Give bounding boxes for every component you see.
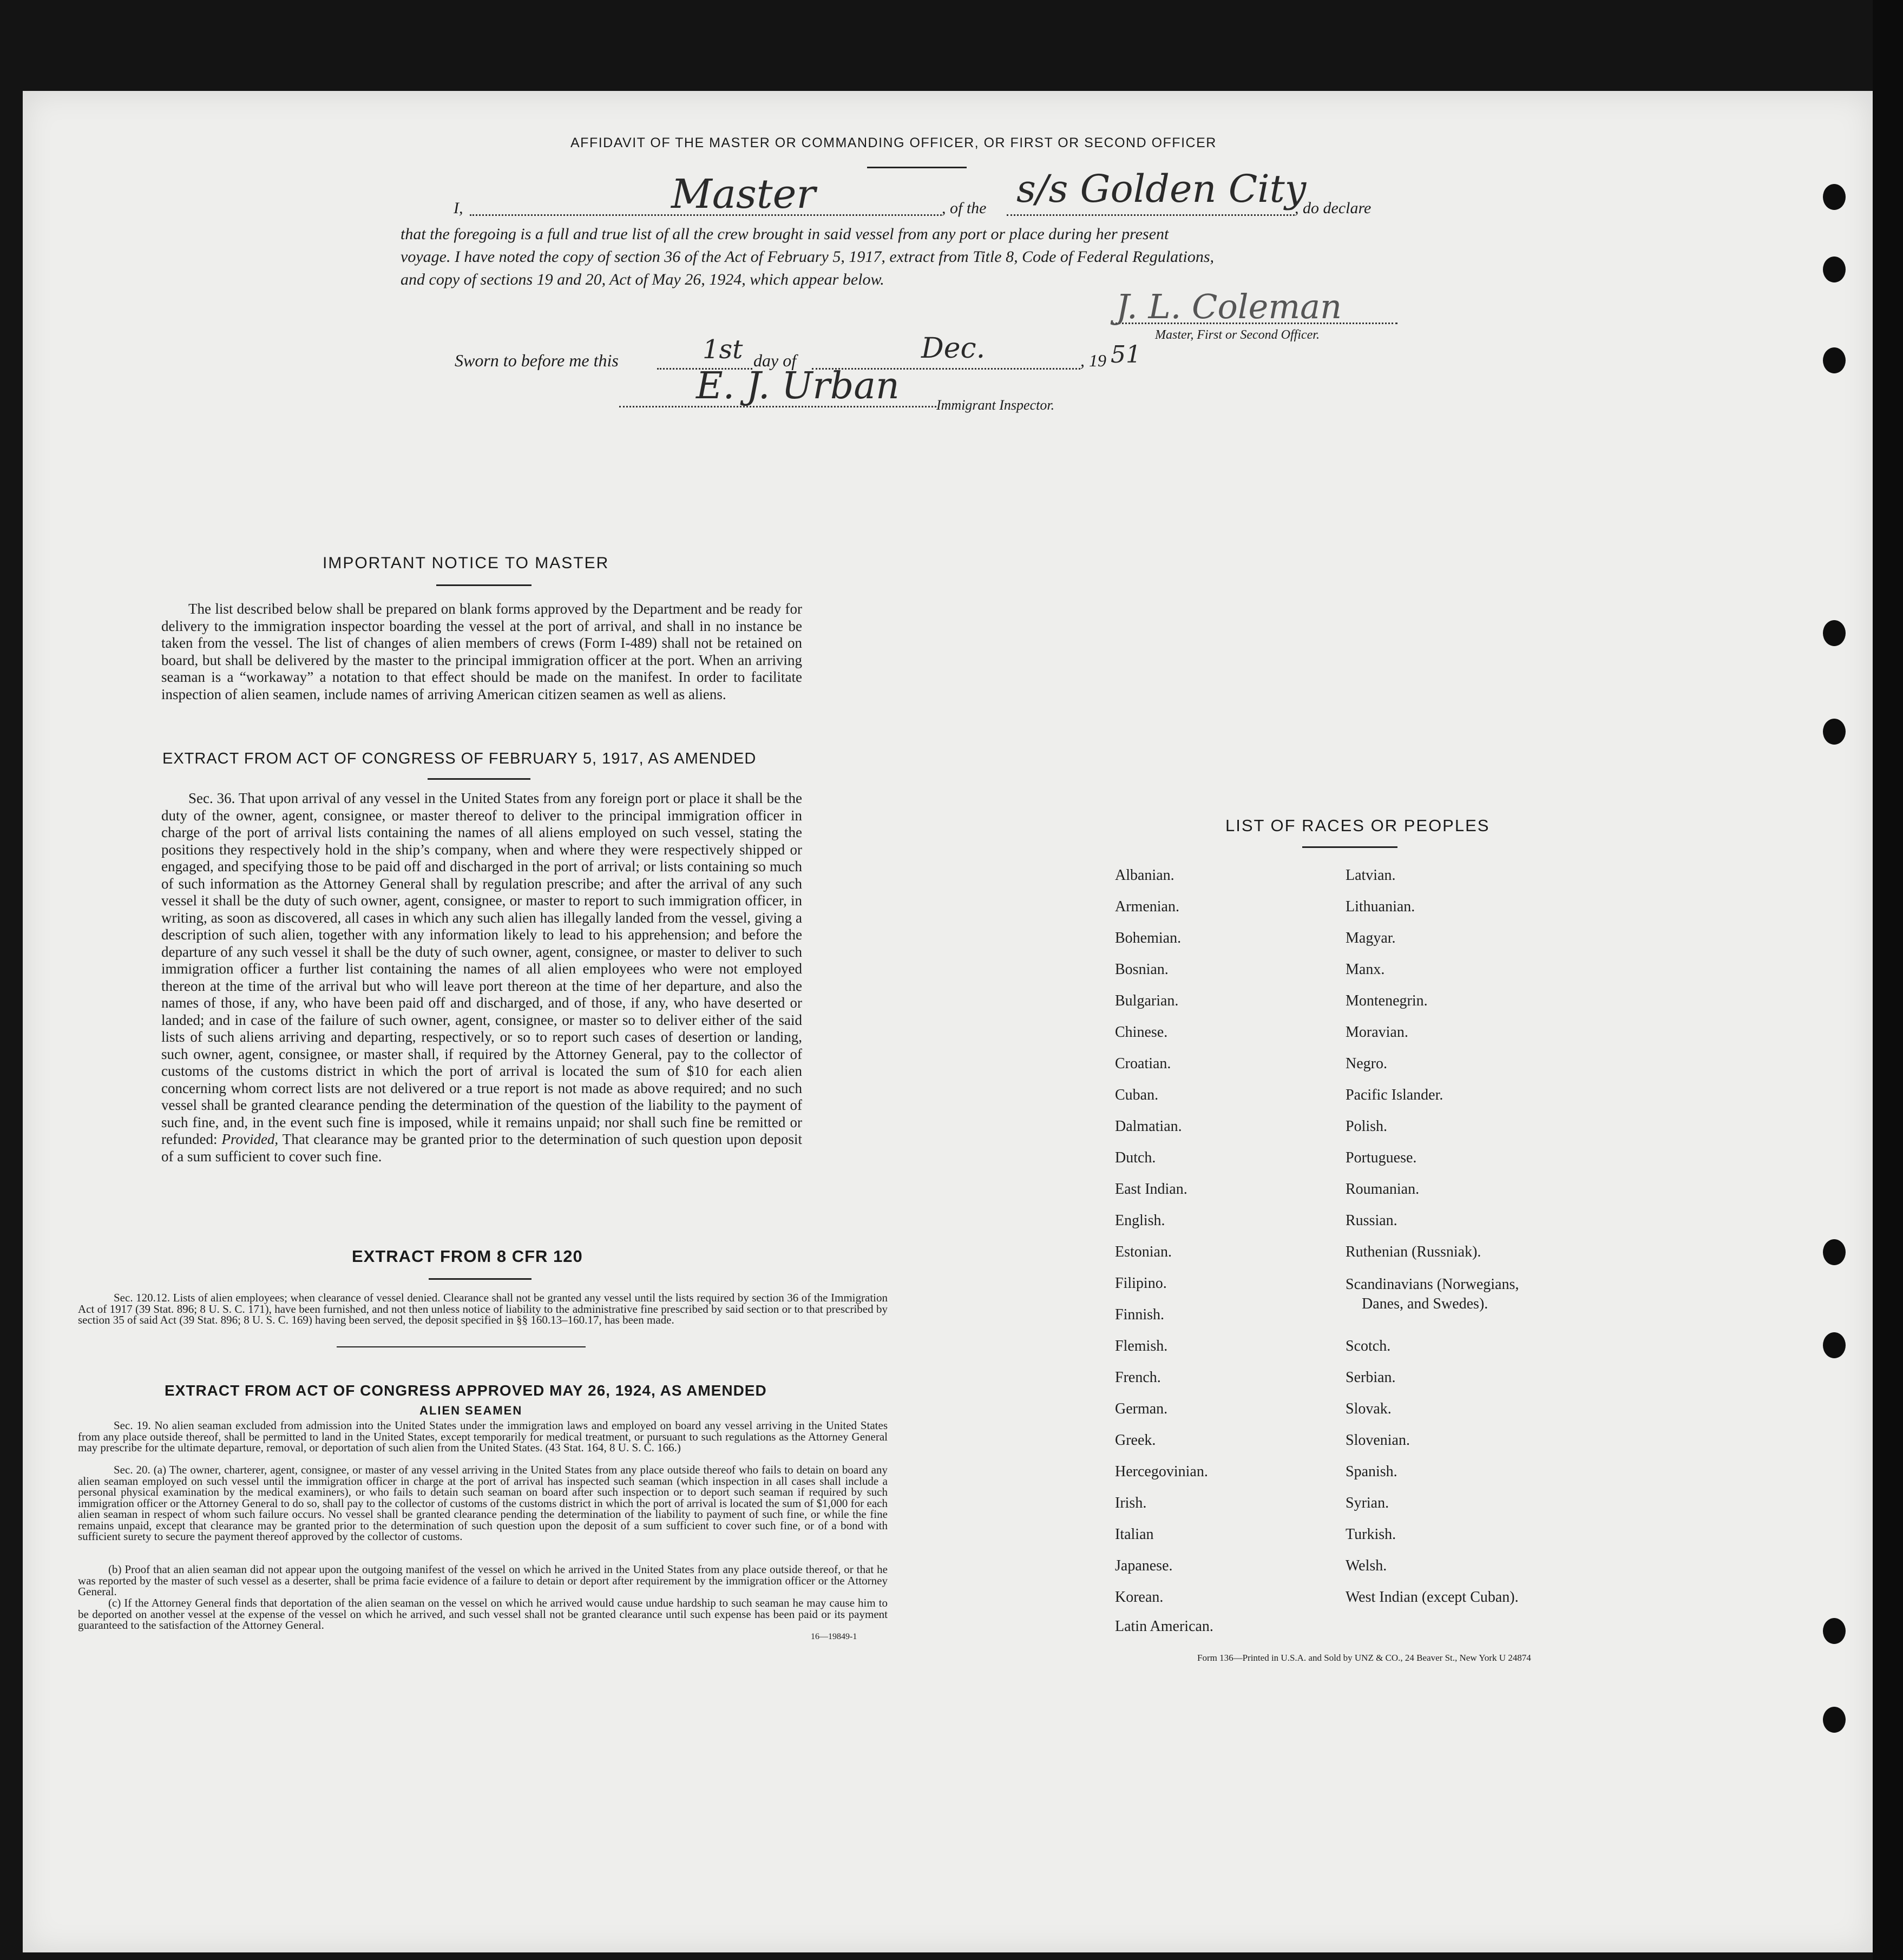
year-handwritten: 51 [1111, 341, 1141, 369]
race-right-11: Roumanian. [1346, 1181, 1420, 1198]
declaration-line-2: voyage. I have noted the copy of section 36 of the Act of February 5, 1917, extract from Title 8, Code of Federal Regulations, [401, 248, 1215, 266]
race-right-12: Russian. [1346, 1212, 1397, 1229]
race-left-14: Filipino. [1115, 1275, 1167, 1292]
day-of-label: day of [753, 351, 797, 370]
punch-hole [1823, 1239, 1846, 1265]
race-right-6: Moravian. [1346, 1024, 1408, 1041]
punch-hole [1823, 620, 1846, 646]
declaration-line-1: that the foregoing is a full and true list of all the crew brought in said vessel from any port or place during her present [401, 225, 1169, 243]
extract-1924-subtitle: ALIEN SEAMEN [419, 1404, 523, 1417]
race-left-18: German. [1115, 1400, 1168, 1417]
master-handwritten: Master [671, 171, 816, 218]
sec-20b-text: (b) Proof that an alien seaman did not appear upon the outgoing manifest of the vessel on which he arrived in the United States from any place outside thereof, or that he was reported by the master of such vessel as a deserter, shall be prima facie evidence of a failure to detain or deport after requirement by the immigration officer or the Attorney General. [78, 1563, 888, 1598]
race-left-2: Armenian. [1115, 898, 1179, 915]
race-right-23: Welsh. [1346, 1557, 1387, 1574]
extract-cfr-divider [429, 1278, 531, 1280]
races-divider [1302, 846, 1397, 848]
sworn-label: Sworn to before me this [455, 351, 619, 370]
affidavit-title: AFFIDAVIT OF THE MASTER OR COMMANDING OFFICER, OR FIRST OR SECOND OFFICER [570, 135, 1217, 150]
vessel-handwritten: s/s Golden City [1016, 167, 1307, 211]
sec-20c-text: (c) If the Attorney General finds that deportation of the alien seaman on the vessel on which he arrived would cause undue hardship to such seaman he may cause him to be deported on another vessel at the expense of the vessel on which he arrived, and such vessel shall not be granted clearance until such expense has been paid or its payment guaranteed to the satisfaction of the Attorney General. [78, 1596, 888, 1632]
punch-hole [1823, 1332, 1846, 1358]
race-left-24: Korean. [1115, 1589, 1164, 1606]
vessel-line [1007, 214, 1295, 216]
race-left-12: English. [1115, 1212, 1165, 1229]
printer-imprint: Form 136—Printed in U.S.A. and Sold by UNZ & CO., 24 Beaver St., New York U 24874 [1197, 1653, 1531, 1663]
race-right-1: Latvian. [1346, 867, 1396, 884]
extract-cfr-end-rule [337, 1346, 586, 1347]
year-prefix: , 19 [1080, 351, 1106, 370]
declaration-line-3: and copy of sections 19 and 20, Act of May 26, 1924, which appear below. [401, 271, 884, 288]
month-handwritten: Dec. [921, 332, 986, 365]
of-the-label: , of the [942, 199, 987, 217]
inspector-caption: Immigrant Inspector. [936, 397, 1055, 413]
race-left-3: Bohemian. [1115, 930, 1182, 946]
race-right-19: Slovenian. [1346, 1432, 1410, 1449]
race-left-7: Croatian. [1115, 1055, 1171, 1072]
race-right-21: Syrian. [1346, 1495, 1389, 1511]
race-left-4: Bosnian. [1115, 961, 1169, 978]
race-left-5: Bulgarian. [1115, 992, 1179, 1009]
race-left-13: Estonian. [1115, 1244, 1172, 1260]
extract-1917-divider [428, 778, 530, 780]
race-right-3: Magyar. [1346, 930, 1396, 946]
race-right-5: Montenegrin. [1346, 992, 1428, 1009]
sec-19-text: Sec. 19. No alien seaman excluded from admission into the United States under the immigration laws and employed on board any vessel arriving in the United States from any place outside thereof, shall be permitted to land in the United States, except temporarily for medical treatment, or pursuant to such regulations as the Attorney General may prescribe for the ultimate departure, removal, or deportation of such alien from the United States. (43 Stat. 164, 8 U. S. C. 166.) [78, 1419, 888, 1454]
race-right-10: Portuguese. [1346, 1149, 1417, 1166]
race-right-16: Scotch. [1346, 1338, 1391, 1354]
race-right-7: Negro. [1346, 1055, 1387, 1072]
sec-20a-text: Sec. 20. (a) The owner, charterer, agent, consignee, or master of any vessel arriving in the United States from any place outside thereof who fails to detain on board any alien seaman employed on such vessel until the immigration officer in charge at the port of arrival has inspected such seaman (which inspection in all cases shall include a personal physical examination by the medical examiners), or who fails to detain such seaman on board after such inspection or to deport such seaman if required by such immigration officer or the Attorney General to do so, shall pay to the collector of customs of the customs district in which the port of arrival is located the sum of $1,000 for each alien seaman in respect of whom such failure occurs. No vessel shall be granted clearance pending the determination of the liability to payment of such fine, or while the fine remains unpaid, except that clearance may be granted prior to the determination of such question upon the deposit of a sum sufficient to cover such fine, or of a bond with sufficient surety to secure the payment thereof approved by the collector of customs. [78, 1463, 888, 1543]
race-right-22: Turkish. [1346, 1526, 1396, 1543]
race-left-17: French. [1115, 1369, 1161, 1386]
notice-title: IMPORTANT NOTICE TO MASTER [323, 554, 609, 572]
scan-border [1873, 0, 1903, 1960]
sec-36-label: Sec. 36. [188, 790, 235, 806]
extract-1924-title: EXTRACT FROM ACT OF CONGRESS APPROVED MAY 26, 1924, AS AMENDED [165, 1382, 767, 1399]
race-right-18: Slovak. [1346, 1400, 1392, 1417]
i-label: I, [454, 199, 463, 217]
punch-hole [1823, 256, 1846, 282]
race-right-9: Polish. [1346, 1118, 1388, 1135]
document-sheet [23, 91, 1873, 1952]
punch-hole [1823, 347, 1846, 373]
day-handwritten: 1st [703, 334, 743, 365]
punch-hole [1823, 719, 1846, 745]
notice-divider [436, 584, 531, 586]
extract-1917-body [161, 790, 802, 1165]
race-right-8: Pacific Islander. [1346, 1087, 1443, 1103]
race-right-13: Ruthenian (Russniak). [1346, 1244, 1481, 1260]
race-left-21: Irish. [1115, 1495, 1147, 1511]
race-right-20: Spanish. [1346, 1463, 1397, 1480]
race-left-19: Greek. [1115, 1432, 1156, 1449]
race-right-4: Manx. [1346, 961, 1385, 978]
proviso-label: Provided, [221, 1131, 279, 1147]
race-right-14: Scandinavians (Norwegians, [1346, 1276, 1519, 1293]
punch-hole [1823, 1707, 1846, 1733]
inspector-signature: E. J. Urban [696, 365, 900, 407]
race-left-15: Finnish. [1115, 1306, 1165, 1323]
extract-cfr-title: EXTRACT FROM 8 CFR 120 [352, 1247, 583, 1266]
race-left-20: Hercegovinian. [1115, 1463, 1208, 1480]
race-left-23: Japanese. [1115, 1557, 1173, 1574]
race-left-8: Cuban. [1115, 1087, 1159, 1103]
race-right-2: Lithuanian. [1346, 898, 1415, 915]
race-left-11: East Indian. [1115, 1181, 1187, 1198]
punch-hole [1823, 184, 1846, 210]
race-left-22: Italian [1115, 1526, 1154, 1543]
race-right-24: West Indian (except Cuban). [1346, 1589, 1519, 1606]
race-right-15: Danes, and Swedes). [1362, 1295, 1488, 1312]
race-left-10: Dutch. [1115, 1149, 1156, 1166]
proviso-text: That clearance may be granted prior to the determination of such question upon deposit of a sum sufficient to cover such fine. [161, 1131, 803, 1165]
races-title: LIST OF RACES OR PEOPLES [1225, 816, 1490, 835]
officer-caption: Master, First or Second Officer. [1155, 328, 1320, 342]
punch-hole [1823, 1618, 1846, 1644]
officer-signature: J. L. Coleman [1116, 287, 1342, 326]
race-left-9: Dalmatian. [1115, 1118, 1182, 1135]
race-left-16: Flemish. [1115, 1338, 1168, 1354]
notice-body: The list described below shall be prepared on blank forms approved by the Department and be ready for delivery to the immigration inspector boarding the vessel at the port of arrival, and shall in no instance be taken from the vessel. The list of changes of alien members of crews (Form I-489) shall not be retained on board, but shall be delivered by the master to the principal immigration officer at the port. When an arriving seaman is a “workaway” a notation to that effect should be made on the manifest. In order to facilitate inspection of alien seamen, include names of arriving American citizen seamen as well as aliens. [161, 601, 802, 702]
sec-36-text: That upon arrival of any vessel in the United States from any foreign port or place it shall be the duty of the owner, agent, consignee, or master thereof to deliver to the principal immigration officer in charge of the port of arrival lists containing the names of all aliens employed on such vessel, stating the positions they respectively hold in the ship’s company, when and where they were respectively shipped or engaged, and specifying those to be paid off and discharged in the port of arrival; or lists containing so much of such information as the Attorney General shall by regulation prescribe; and after the arrival of any such vessel it shall be the duty of such owner, agent, consignee, or master to report to such immigration officer, in writing, as soon as discovered, all cases in which any such alien has illegally landed from the vessel, giving a description of such alien, together with any information likely to lead to his apprehension; and before the departure of any such vessel it shall be the duty of such owner, agent, consignee, or master to deliver to such immigration officer a further list containing the names of all alien employees who were not employed thereon at the time of the arrival but who will leave port thereon at the time of her departure, and also the names of those, if any, who have been paid off and discharged, and of those, if any, who have deserted or landed; and in case of the failure of such owner, agent, consignee, or master so to deliver either of the said lists of such aliens arriving and departing, respectively, or so to report such cases of desertion or landing, such owner, agent, consignee, or master shall, if required by the Attorney General, pay to the collector of customs of the customs district in which the port of arrival is located the sum of $10 for each alien concerning whom correct lists are not delivered or a true report is not made as above required; and no such vessel shall be granted clearance pending the determination of the question of the liability to the payment of such fine, and, in the event such fine is imposed, while it remains unpaid; nor shall such fine be remitted or refunded: [161, 790, 803, 1147]
title-divider [867, 167, 967, 168]
extract-cfr-body: Sec. 120.12. Lists of alien employees; when clearance of vessel denied. Clearance shall not be granted any vessel until the lists required by section 36 of the Immigration Act of 1917 (39 Stat. 896; 8 U. S. C. 171), have been furnished, and not then unless notice of liability to the administrative fine prescribed by said section or to that prescribed by section 35 of said Act (39 Stat. 896; 8 U. S. C. 169) having been served, the deposit specified in §§ 160.13–160.17, has been made. [78, 1291, 888, 1326]
do-declare-label: , do declare [1295, 199, 1372, 217]
extract-1917-title: EXTRACT FROM ACT OF CONGRESS OF FEBRUARY 5, 1917, AS AMENDED [162, 750, 757, 767]
race-left-25: Latin American. [1115, 1618, 1213, 1635]
race-left-1: Albanian. [1115, 867, 1174, 884]
race-right-17: Serbian. [1346, 1369, 1396, 1386]
race-left-6: Chinese. [1115, 1024, 1168, 1041]
form-code: 16—19849-1 [811, 1632, 857, 1641]
